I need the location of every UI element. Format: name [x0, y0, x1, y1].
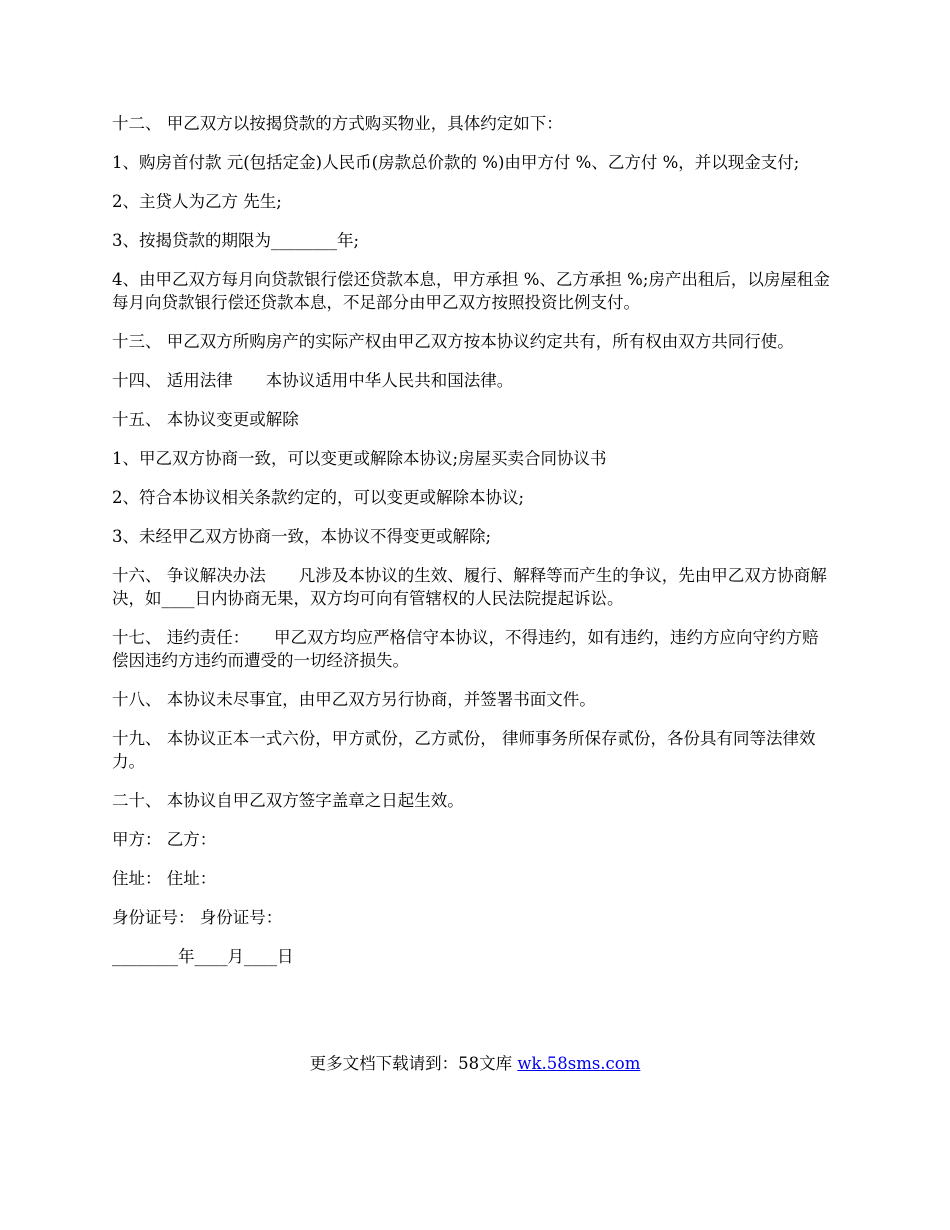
clause-19: 十九、 本协议正本一式六份，甲方贰份，乙方贰份， 律师事务所保存贰份，各份具有同等法律效力。: [112, 729, 816, 771]
clause-15-item-3: 3、未经甲乙双方协商一致，本协议不得变更或解除;: [112, 527, 492, 546]
signature-address-line: 住址： 住址：: [112, 869, 217, 888]
clause-15-item-2: 2、符合本协议相关条款约定的，可以变更或解除本协议;: [112, 488, 525, 507]
clause-13: 十三、 甲乙双方所购房产的实际产权由甲乙双方按本协议约定共有，所有权由双方共同行使。: [112, 332, 794, 351]
footer-text: 更多文档下载请到：58文库: [309, 1054, 518, 1073]
clause-12-item-4: 4、由甲乙双方每月向贷款银行偿还贷款本息，甲方承担 %、乙方承担 %;房产出租后，以房屋租金每月向贷款银行偿还贷款本息，不足部分由甲乙双方按照投资比例支付。: [112, 270, 830, 312]
signature-date-line: ________年____月____日: [112, 947, 294, 966]
footer-link[interactable]: wk.58sms.com: [517, 1054, 641, 1073]
clause-12-item-1: 1、购房首付款 元(包括定金)人民币(房款总价款的 %)由甲方付 %、乙方付 %，并以现金支付;: [112, 153, 800, 172]
clause-12-heading: 十二、 甲乙双方以按揭贷款的方式购买物业，具体约定如下：: [112, 114, 563, 133]
clause-12-item-3: 3、按揭贷款的期限为________年;: [112, 231, 360, 250]
clause-15-heading: 十五、 本协议变更或解除: [112, 410, 299, 429]
signature-id-line: 身份证号： 身份证号：: [112, 908, 283, 927]
page-footer: [0, 1052, 950, 1075]
clause-18: 十八、 本协议未尽事宜，由甲乙双方另行协商，并签署书面文件。: [112, 690, 596, 709]
clause-12-item-2: 2、主贷人为乙方 先生;: [112, 192, 282, 211]
document-body: [112, 112, 834, 984]
signature-party-line: 甲方： 乙方：: [112, 830, 217, 849]
clause-17: 十七、 违约责任： 甲乙双方均应严格信守本协议，不得违约，如有违约，违约方应向守约方赔偿因违约方违约而遭受的一切经济损失。: [112, 628, 819, 670]
clause-20: 二十、 本协议自甲乙双方签字盖章之日起生效。: [112, 791, 464, 810]
clause-15-item-1: 1、甲乙双方协商一致，可以变更或解除本协议;房屋买卖合同协议书: [112, 449, 607, 468]
clause-14: 十四、 适用法律 本协议适用中华人民共和国法律。: [112, 371, 514, 390]
clause-16: 十六、 争议解决办法 凡涉及本协议的生效、履行、解释等而产生的争议，先由甲乙双方协商解决，如____日内协商无果，双方均可向有管辖权的人民法院提起诉讼。: [112, 566, 827, 608]
